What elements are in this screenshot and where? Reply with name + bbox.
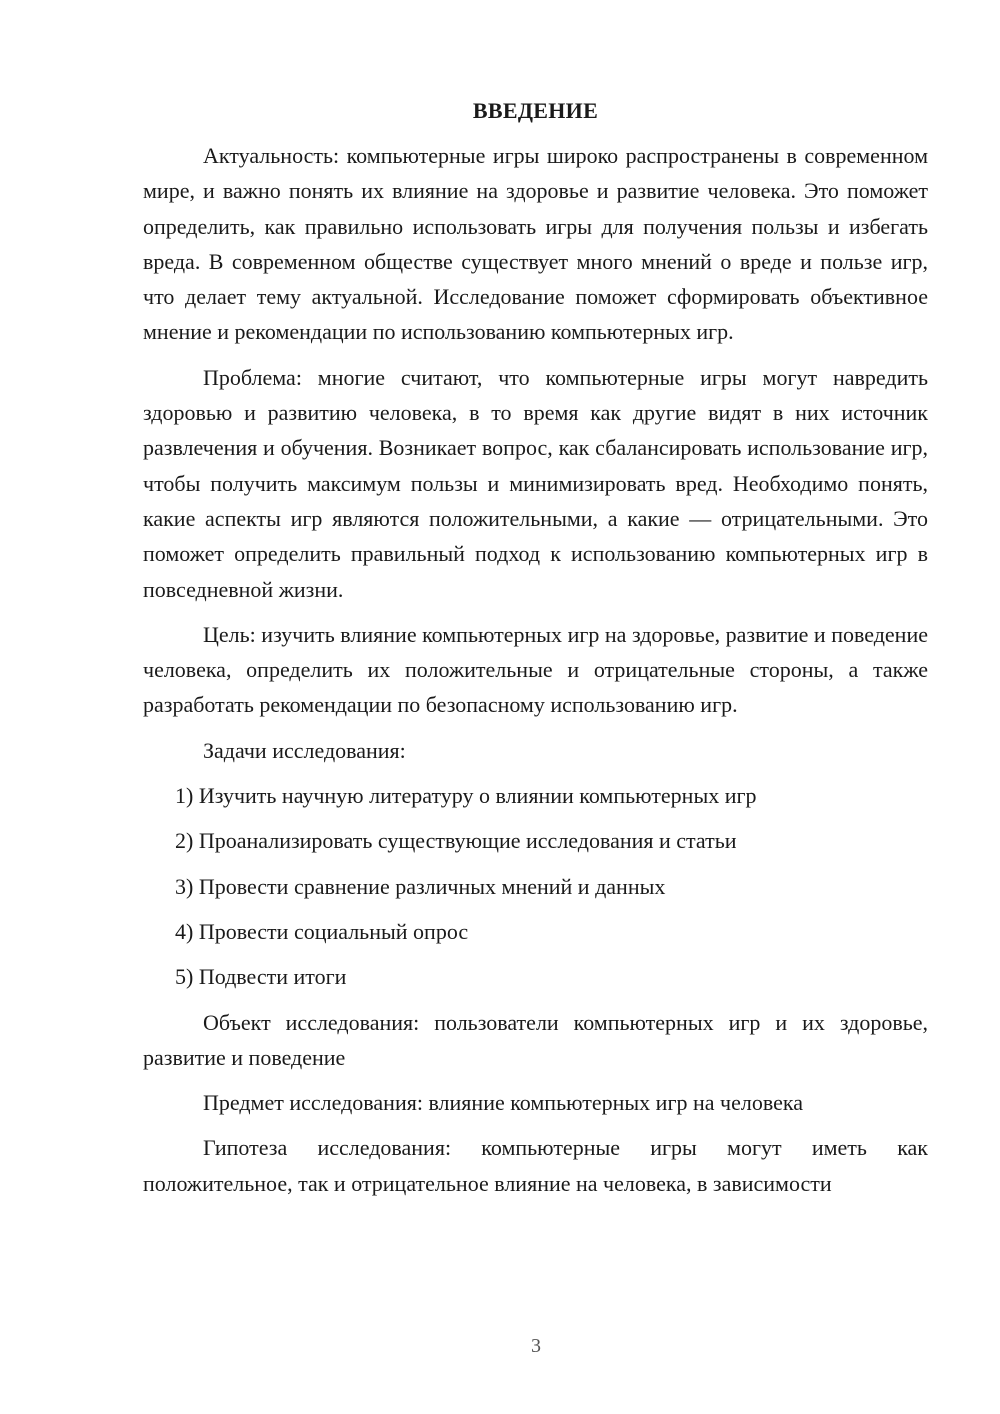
tasks-list xyxy=(143,778,928,994)
tasks-heading: Задачи исследования: xyxy=(203,737,406,763)
page-title: ВВЕДЕНИЕ xyxy=(472,98,599,123)
list-item: 1) Изучить научную литературу о влиянии компьютерных игр xyxy=(175,783,757,809)
paragraph-subject: Предмет исследования: влияние компьютерных игр на человека xyxy=(203,1090,803,1116)
list-item: 2) Проанализировать существующие исследования и статьи xyxy=(175,828,737,854)
paragraph-hypothesis: Гипотеза исследования: компьютерные игры могут иметь как положительное, так и отрицательное влияние на человека, в зависимости xyxy=(143,1135,928,1196)
paragraph-object: Объект исследования: пользователи компьютерных игр и их здоровье, развитие и поведение xyxy=(143,1009,928,1070)
paragraph-problem: Проблема: многие считают, что компьютерные игры могут навредить здоровью и развитию человека, в то время как другие видят в них источник развлечения и обучения. Возникает вопрос, как сбалансировать использование игр, чтобы получить максимум пользы и минимизировать вред. Необходимо понять, какие аспекты игр являются положительными, а какие — отрицательными. Это поможет определить правильный подход к использованию компьютерных игр в повседневной жизни. xyxy=(143,364,928,602)
list-item: 4) Провести социальный опрос xyxy=(175,918,469,944)
list-item: 3) Провести сравнение различных мнений и данных xyxy=(175,873,666,899)
page-content xyxy=(143,94,928,1211)
paragraph-goal: Цель: изучить влияние компьютерных игр на здоровье, развитие и поведение человека, определить их положительные и отрицательные стороны, а также разработать рекомендации по безопасному использованию игр. xyxy=(143,621,928,718)
list-item: 5) Подвести итоги xyxy=(175,964,347,990)
paragraph-relevance: Актуальность: компьютерные игры широко распространены в современном мире, и важно понять их влияние на здоровье и развитие человека. Это поможет определить, как правильно использовать игры для получения пользы и избегать вреда. В современном обществе существует много мнений о вреде и пользе игр, что делает тему актуальной. Исследование поможет сформировать объективное мнение и рекомендации по использованию компьютерных игр. xyxy=(143,143,928,345)
page-number: 3 xyxy=(531,1335,541,1357)
